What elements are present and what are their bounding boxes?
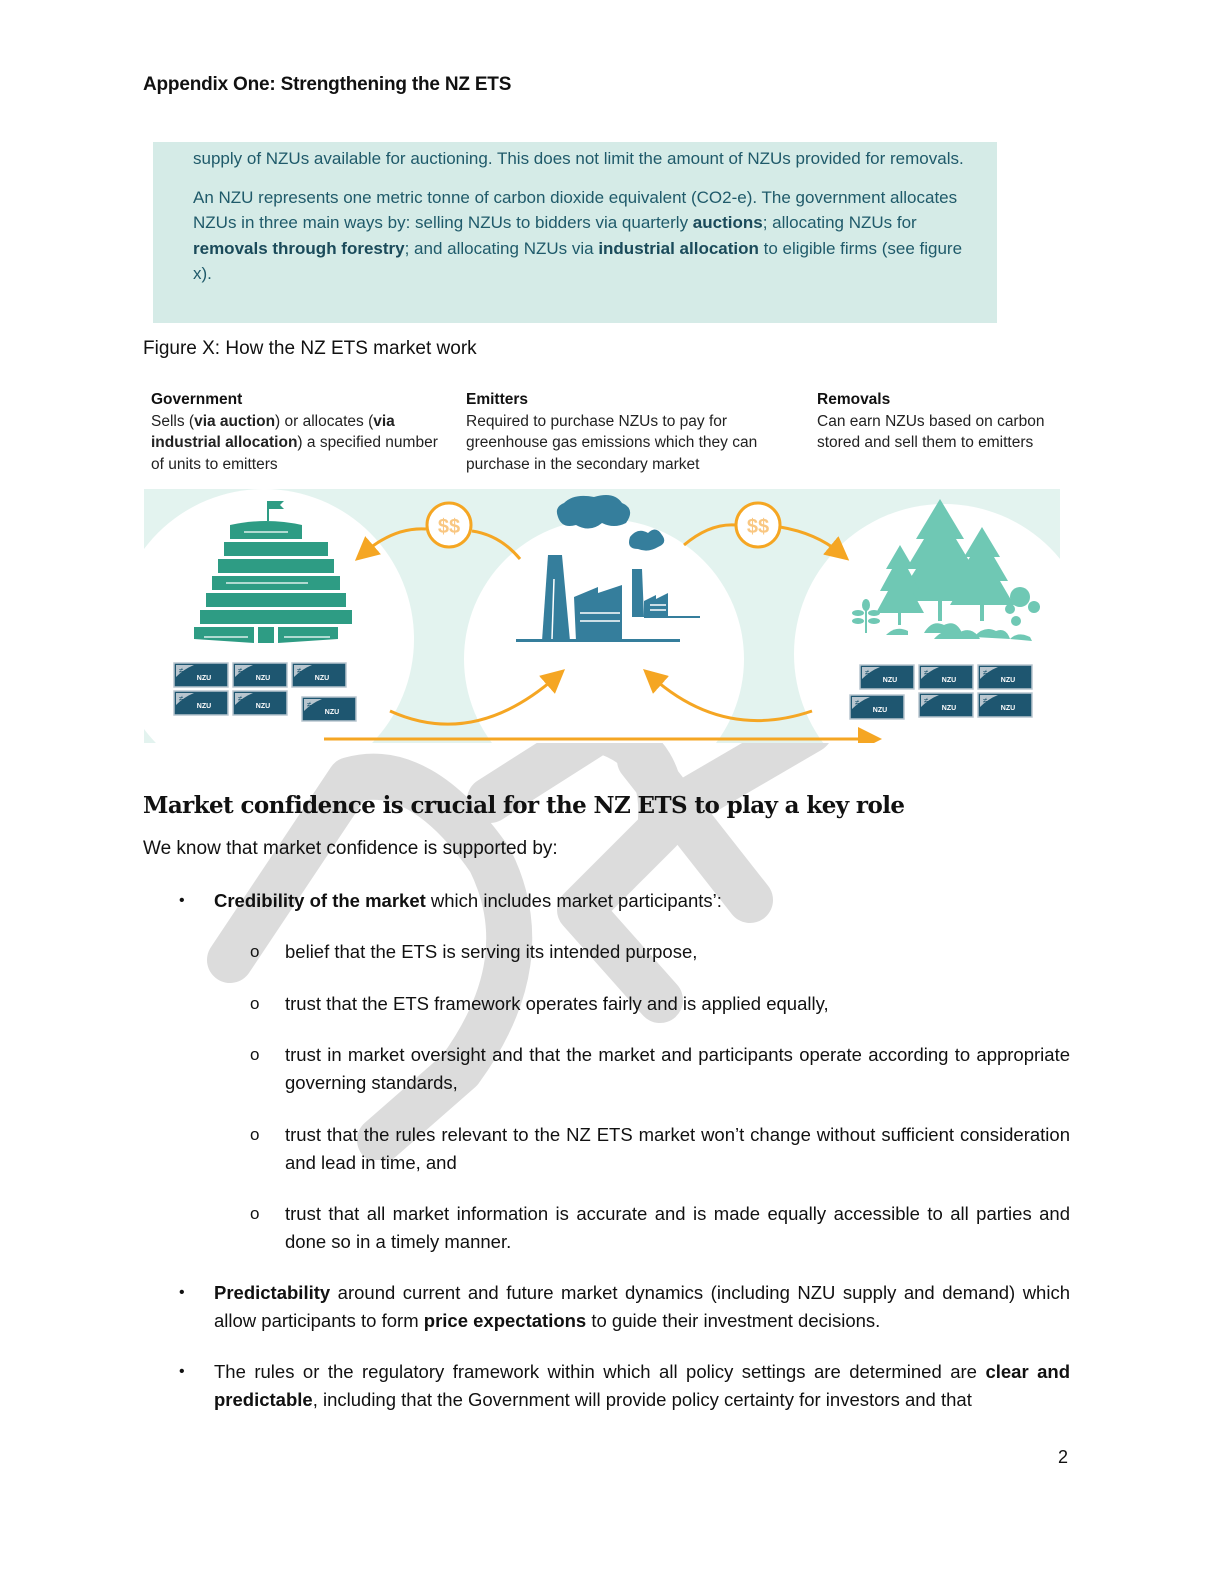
bold-text: via industrial allocation [151,412,395,451]
section-heading: Market confidence is crucial for the NZ ETS to play a key role [143,792,905,819]
figure-column-government [151,389,441,475]
text-span: around current and future market dynamics (including NZU supply and demand) which allow participants to form [214,1282,1070,1331]
subbullet-item: trust in market oversight and that the market and participants operate according to appropriate governing standards, [285,1044,1070,1093]
bold-text: Predictability [214,1282,331,1303]
bullet-icon: • [179,892,185,909]
money-icon-right [736,503,780,547]
bullet-icon: • [179,1284,185,1301]
text-span: ; and allocating NZUs via [404,238,599,258]
text-span: to guide their investment decisions. [586,1309,881,1331]
figure-column-removals [817,389,1077,454]
text-span: ) or allocates ( [275,412,374,430]
bullet-regulatory-framework [214,1358,1070,1413]
page-number: 2 [1058,1447,1069,1467]
text-span: which includes market participants’: [425,890,722,911]
subbullet-icon: o [250,994,260,1013]
svg-text:$$: $$ [746,516,770,538]
figure-column-emitters [466,389,766,475]
bullet-icon: • [179,1363,185,1380]
bold-industrial-allocation: industrial allocation [598,238,759,258]
subbullet-icon: o [250,1204,260,1223]
bold-auctions: auctions [692,213,763,232]
subbullet-icon: o [250,1125,260,1144]
text-span: to eligible firms (see figure x). [193,238,963,283]
subbullet-icon: o [250,942,260,961]
intro-text: We know that market confidence is supported by: [143,838,558,859]
subbullet-item: trust that the rules relevant to the NZ ETS market won’t change without sufficient consideration and lead in time, and [285,1124,1070,1173]
bullet-predictability [214,1279,1070,1334]
bold-text: clear and predictable [214,1361,1070,1410]
bold-text: via auction [194,412,276,430]
bold-text: price expectations [423,1309,587,1331]
subbullet-item: trust that the ETS framework operates fairly and is applied equally, [285,993,829,1014]
subbullet-icon: o [250,1045,260,1064]
money-icon-left [427,503,471,547]
info-callout-box [153,142,997,323]
callout-paragraph-1: supply of NZUs available for auctioning. This does not limit the amount of NZUs provided for removals. [193,149,964,168]
column-title: Removals [817,391,891,408]
text-span: The rules or the regulatory framework within which all policy settings are determined are [214,1361,986,1382]
appendix-title: Appendix One: Strengthening the NZ ETS [143,74,512,95]
nz-ets-flow-diagram [144,489,1060,743]
bullet-credibility [214,887,1070,915]
column-text: Required to purchase NZUs to pay for greenhouse gas emissions which they can purchase in the secondary market [466,412,758,473]
column-title: Emitters [466,391,529,408]
bold-removals: removals through forestry [193,238,405,258]
subbullet-item: belief that the ETS is serving its intended purpose, [285,941,698,962]
column-text: Can earn NZUs based on carbon stored and sell them to emitters [817,412,1045,451]
subbullet-item: trust that all market information is accurate and is made equally accessible to all parties and done so in a timely manner. [285,1203,1070,1252]
column-title: Government [151,391,243,408]
text-span: Sells ( [151,412,195,430]
callout-paragraph-2 [193,185,983,287]
svg-text:$$: $$ [437,516,461,538]
text-span: , including that the Government will provide policy certainty for investors and that [312,1388,972,1410]
text-span: An NZU represents one metric tonne of carbon dioxide equivalent (CO2-e). The government allocates NZUs in three main ways by: selling NZUs to bidders via quarterly [193,187,958,232]
text-span: ; allocating NZUs for [762,213,917,232]
figure-caption: Figure X: How the NZ ETS market work [143,338,477,359]
text-span: ) a specified number of units to emitters [151,434,438,473]
bold-text: Credibility of the market [214,890,426,911]
